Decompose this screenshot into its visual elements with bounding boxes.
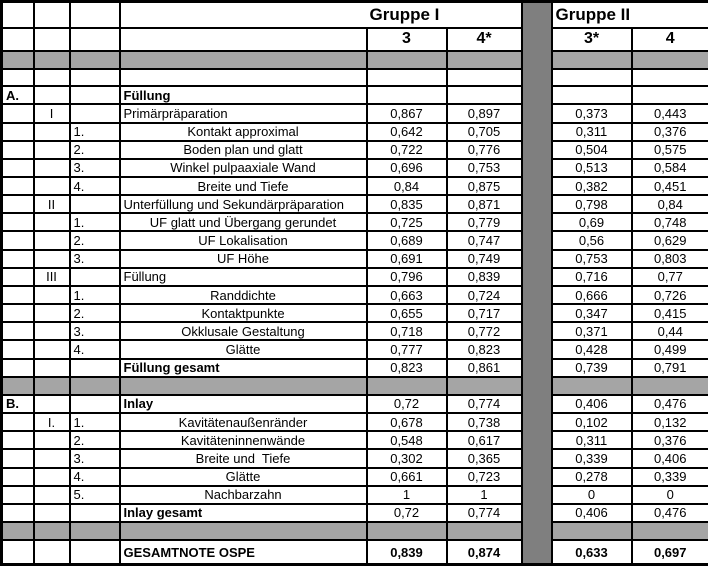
score-cell: 0,302 <box>367 449 447 467</box>
score-cell: 0,584 <box>632 159 708 177</box>
item-number-cell: 1. <box>70 213 120 231</box>
criterion-label-cell: Inlay <box>120 395 367 413</box>
section-roman-cell: I <box>34 104 70 122</box>
empty-cell <box>2 2 34 28</box>
section-letter-cell <box>2 468 34 486</box>
criterion-label-cell <box>120 522 367 540</box>
section-letter-cell <box>2 304 34 322</box>
empty-cell <box>120 28 367 51</box>
criterion-label-cell: Okklusale Gestaltung <box>120 322 367 340</box>
table-row <box>2 123 708 141</box>
section-roman-cell: I. <box>34 413 70 431</box>
criterion-label-cell: Breite und Tiefe <box>120 177 367 195</box>
score-cell: 0,72 <box>367 395 447 413</box>
score-cell: 0,749 <box>447 250 522 268</box>
score-cell: 0,69 <box>552 213 632 231</box>
section-roman-cell <box>34 304 70 322</box>
section-letter-cell <box>2 51 34 69</box>
subcol-header-g1-4: 4* <box>447 28 522 51</box>
section-letter-cell <box>2 69 34 86</box>
score-cell: 0,678 <box>367 413 447 431</box>
section-roman-cell <box>34 286 70 304</box>
score-cell: 0,476 <box>632 504 708 522</box>
section-letter-cell <box>2 213 34 231</box>
table-row <box>2 340 708 358</box>
section-letter-cell <box>2 449 34 467</box>
criterion-label-cell: Kontaktpunkte <box>120 304 367 322</box>
section-roman-cell <box>34 69 70 86</box>
score-cell: 0,776 <box>447 141 522 159</box>
score-cell: 0,102 <box>552 413 632 431</box>
score-cell: 0,724 <box>447 286 522 304</box>
score-cell: 0,642 <box>367 123 447 141</box>
score-cell: 0,723 <box>447 468 522 486</box>
score-cell: 0,56 <box>552 231 632 249</box>
table-row <box>2 286 708 304</box>
section-letter-cell <box>2 268 34 286</box>
section-roman-cell <box>34 468 70 486</box>
table-row <box>2 413 708 431</box>
score-cell: 0,655 <box>367 304 447 322</box>
item-number-cell: 4. <box>70 340 120 358</box>
section-letter-cell <box>2 231 34 249</box>
score-cell <box>367 51 447 69</box>
separator-band-row <box>2 377 708 395</box>
group1-header: Gruppe I <box>367 2 522 28</box>
score-cell: 0,633 <box>552 540 632 564</box>
table-row <box>2 468 708 486</box>
table-row <box>2 486 708 504</box>
table-row <box>2 231 708 249</box>
section-letter-cell <box>2 104 34 122</box>
score-cell <box>632 86 708 104</box>
score-cell: 0,725 <box>367 213 447 231</box>
score-cell: 0,428 <box>552 340 632 358</box>
section-roman-cell <box>34 141 70 159</box>
item-number-cell <box>70 86 120 104</box>
section-letter-cell <box>2 486 34 504</box>
score-cell <box>552 377 632 395</box>
criterion-label-cell: Nachbarzahn <box>120 486 367 504</box>
score-cell: 0,84 <box>367 177 447 195</box>
score-cell: 0,382 <box>552 177 632 195</box>
score-cell: 0,513 <box>552 159 632 177</box>
item-number-cell: 1. <box>70 413 120 431</box>
score-cell: 0,796 <box>367 268 447 286</box>
empty-cell <box>34 2 70 28</box>
score-cell: 0,311 <box>552 431 632 449</box>
item-number-cell: 5. <box>70 486 120 504</box>
section-roman-cell <box>34 51 70 69</box>
table-row <box>2 250 708 268</box>
score-cell: 0,777 <box>367 340 447 358</box>
score-cell: 0,791 <box>632 359 708 377</box>
item-number-cell: 2. <box>70 431 120 449</box>
item-number-cell: 1. <box>70 286 120 304</box>
item-number-cell: 4. <box>70 177 120 195</box>
score-cell: 0,774 <box>447 395 522 413</box>
item-number-cell: 3. <box>70 159 120 177</box>
score-cell: 0,823 <box>447 340 522 358</box>
section-roman-cell <box>34 540 70 564</box>
score-cell: 0,376 <box>632 431 708 449</box>
section-letter-cell <box>2 504 34 522</box>
score-cell: 0,406 <box>552 504 632 522</box>
section-letter-cell <box>2 413 34 431</box>
score-cell: 0,371 <box>552 322 632 340</box>
section-roman-cell <box>34 449 70 467</box>
criterion-label-cell: GESAMTNOTE OSPE <box>120 540 367 564</box>
table-row <box>2 504 708 522</box>
section-letter-cell <box>2 159 34 177</box>
item-number-cell: 2. <box>70 304 120 322</box>
score-cell: 0,575 <box>632 141 708 159</box>
score-cell: 0,661 <box>367 468 447 486</box>
section-letter-cell <box>2 123 34 141</box>
criterion-label-cell: Füllung gesamt <box>120 359 367 377</box>
criterion-label-cell: UF Lokalisation <box>120 231 367 249</box>
score-cell: 0,311 <box>552 123 632 141</box>
section-letter-cell <box>2 431 34 449</box>
item-number-cell <box>70 522 120 540</box>
item-number-cell <box>70 377 120 395</box>
score-cell: 0,72 <box>367 504 447 522</box>
score-cell <box>367 69 447 86</box>
criterion-label-cell <box>120 69 367 86</box>
score-cell <box>367 522 447 540</box>
criterion-label-cell: UF Höhe <box>120 250 367 268</box>
section-letter-cell <box>2 340 34 358</box>
score-cell: 0,278 <box>552 468 632 486</box>
criterion-label-cell: Füllung <box>120 268 367 286</box>
score-cell <box>552 86 632 104</box>
score-cell: 0,718 <box>367 322 447 340</box>
score-cell: 0,689 <box>367 231 447 249</box>
section-letter-cell <box>2 250 34 268</box>
score-cell: 0,476 <box>632 395 708 413</box>
subcol-header-g2-4: 4 <box>632 28 708 51</box>
table-row <box>2 177 708 195</box>
score-cell: 0 <box>632 486 708 504</box>
criterion-label-cell: Füllung <box>120 86 367 104</box>
score-cell: 0,774 <box>447 504 522 522</box>
item-number-cell: 4. <box>70 468 120 486</box>
score-cell: 0,44 <box>632 322 708 340</box>
criterion-label-cell <box>120 377 367 395</box>
group-separator-column <box>522 2 552 565</box>
score-cell <box>632 377 708 395</box>
score-cell: 0,716 <box>552 268 632 286</box>
subcol-header-g2-3: 3* <box>552 28 632 51</box>
score-cell: 0,823 <box>367 359 447 377</box>
empty-cell <box>120 2 367 28</box>
criterion-label-cell: Unterfüllung und Sekundärpräparation <box>120 195 367 213</box>
criterion-label-cell: Randdichte <box>120 286 367 304</box>
section-roman-cell <box>34 159 70 177</box>
item-number-cell <box>70 51 120 69</box>
section-roman-cell <box>34 395 70 413</box>
section-roman-cell <box>34 231 70 249</box>
score-cell: 0,132 <box>632 413 708 431</box>
score-cell: 0,415 <box>632 304 708 322</box>
separator-band-row <box>2 522 708 540</box>
score-cell <box>632 522 708 540</box>
score-cell: 0,443 <box>632 104 708 122</box>
score-cell: 0,705 <box>447 123 522 141</box>
score-cell: 0,666 <box>552 286 632 304</box>
score-cell <box>447 522 522 540</box>
score-cell <box>552 69 632 86</box>
table-row <box>2 449 708 467</box>
item-number-cell: 3. <box>70 322 120 340</box>
item-number-cell: 2. <box>70 231 120 249</box>
criterion-label-cell: Boden plan und glatt <box>120 141 367 159</box>
criterion-label-cell: Kavitäteninnenwände <box>120 431 367 449</box>
score-cell <box>367 377 447 395</box>
criterion-label-cell: Kontakt approximal <box>120 123 367 141</box>
score-cell: 0,499 <box>632 340 708 358</box>
score-cell: 0,84 <box>632 195 708 213</box>
section-roman-cell <box>34 340 70 358</box>
table-row <box>2 195 708 213</box>
score-cell: 0,779 <box>447 213 522 231</box>
score-cell: 0,373 <box>552 104 632 122</box>
section-letter-cell <box>2 322 34 340</box>
score-cell: 0,339 <box>552 449 632 467</box>
table-row <box>2 540 708 564</box>
criterion-label-cell: UF glatt und Übergang gerundet <box>120 213 367 231</box>
score-cell: 1 <box>447 486 522 504</box>
score-cell <box>552 522 632 540</box>
item-number-cell <box>70 69 120 86</box>
subcol-header-g1-3: 3 <box>367 28 447 51</box>
score-cell: 0,406 <box>552 395 632 413</box>
section-roman-cell <box>34 123 70 141</box>
score-cell: 0,874 <box>447 540 522 564</box>
table-row <box>2 159 708 177</box>
score-cell <box>447 86 522 104</box>
score-cell: 0,717 <box>447 304 522 322</box>
score-cell <box>447 51 522 69</box>
score-cell: 0 <box>552 486 632 504</box>
item-number-cell <box>70 104 120 122</box>
section-letter-cell <box>2 522 34 540</box>
item-number-cell <box>70 540 120 564</box>
score-cell <box>632 69 708 86</box>
section-roman-cell <box>34 177 70 195</box>
criterion-label-cell: Inlay gesamt <box>120 504 367 522</box>
score-cell: 0,871 <box>447 195 522 213</box>
section-roman-cell <box>34 522 70 540</box>
score-cell: 0,897 <box>447 104 522 122</box>
score-cell: 0,77 <box>632 268 708 286</box>
score-cell: 0,867 <box>367 104 447 122</box>
score-cell: 0,722 <box>367 141 447 159</box>
score-cell: 0,839 <box>367 540 447 564</box>
score-cell: 0,748 <box>632 213 708 231</box>
section-letter-cell <box>2 141 34 159</box>
table-row <box>2 141 708 159</box>
table-row <box>2 213 708 231</box>
score-cell: 0,839 <box>447 268 522 286</box>
score-cell <box>552 51 632 69</box>
score-cell: 0,798 <box>552 195 632 213</box>
score-cell: 0,504 <box>552 141 632 159</box>
score-cell <box>447 69 522 86</box>
criterion-label-cell: Kavitätenaußenränder <box>120 413 367 431</box>
score-cell <box>447 377 522 395</box>
section-roman-cell <box>34 86 70 104</box>
score-cell: 0,347 <box>552 304 632 322</box>
table-row <box>2 86 708 104</box>
criterion-label-cell: Winkel pulpaaxiale Wand <box>120 159 367 177</box>
table-row <box>2 395 708 413</box>
empty-cell <box>34 28 70 51</box>
separator-band-row <box>2 51 708 69</box>
blank-row <box>2 69 708 86</box>
subcolumn-header-row <box>2 28 708 51</box>
empty-cell <box>70 28 120 51</box>
score-cell: 0,739 <box>552 359 632 377</box>
score-cell: 0,747 <box>447 231 522 249</box>
score-cell: 0,663 <box>367 286 447 304</box>
score-cell: 0,696 <box>367 159 447 177</box>
section-letter-cell: B. <box>2 395 34 413</box>
empty-cell <box>2 28 34 51</box>
item-number-cell: 3. <box>70 449 120 467</box>
score-cell: 0,753 <box>552 250 632 268</box>
section-roman-cell <box>34 431 70 449</box>
item-number-cell <box>70 268 120 286</box>
section-letter-cell <box>2 286 34 304</box>
score-cell: 0,629 <box>632 231 708 249</box>
section-roman-cell <box>34 213 70 231</box>
item-number-cell <box>70 504 120 522</box>
empty-cell <box>70 2 120 28</box>
section-roman-cell <box>34 486 70 504</box>
item-number-cell: 1. <box>70 123 120 141</box>
section-letter-cell <box>2 359 34 377</box>
section-roman-cell <box>34 504 70 522</box>
criterion-label-cell: Glätte <box>120 340 367 358</box>
score-cell: 0,772 <box>447 322 522 340</box>
criterion-label-cell: Glätte <box>120 468 367 486</box>
section-roman-cell <box>34 377 70 395</box>
score-cell: 0,835 <box>367 195 447 213</box>
section-letter-cell <box>2 195 34 213</box>
score-cell: 0,803 <box>632 250 708 268</box>
section-letter-cell <box>2 377 34 395</box>
item-number-cell <box>70 359 120 377</box>
group2-header: Gruppe II <box>552 2 708 28</box>
score-cell: 1 <box>367 486 447 504</box>
score-cell: 0,406 <box>632 449 708 467</box>
item-number-cell <box>70 395 120 413</box>
score-cell <box>367 86 447 104</box>
table-row <box>2 431 708 449</box>
score-cell: 0,339 <box>632 468 708 486</box>
criterion-label-cell <box>120 51 367 69</box>
item-number-cell <box>70 195 120 213</box>
table-row <box>2 104 708 122</box>
section-letter-cell <box>2 177 34 195</box>
score-cell: 0,697 <box>632 540 708 564</box>
section-letter-cell <box>2 540 34 564</box>
item-number-cell: 2. <box>70 141 120 159</box>
table-row <box>2 268 708 286</box>
section-roman-cell <box>34 250 70 268</box>
score-cell: 0,617 <box>447 431 522 449</box>
group-header-row <box>2 2 708 28</box>
score-cell: 0,861 <box>447 359 522 377</box>
score-cell <box>632 51 708 69</box>
criterion-label-cell: Breite und Tiefe <box>120 449 367 467</box>
section-roman-cell <box>34 322 70 340</box>
section-letter-cell: A. <box>2 86 34 104</box>
section-roman-cell: III <box>34 268 70 286</box>
score-cell: 0,753 <box>447 159 522 177</box>
item-number-cell: 3. <box>70 250 120 268</box>
score-cell: 0,738 <box>447 413 522 431</box>
score-cell: 0,691 <box>367 250 447 268</box>
score-cell: 0,365 <box>447 449 522 467</box>
table-row <box>2 322 708 340</box>
section-roman-cell: II <box>34 195 70 213</box>
table-row <box>2 359 708 377</box>
score-cell: 0,451 <box>632 177 708 195</box>
table-row <box>2 304 708 322</box>
criterion-label-cell: Primärpräparation <box>120 104 367 122</box>
score-cell: 0,875 <box>447 177 522 195</box>
score-cell: 0,376 <box>632 123 708 141</box>
section-roman-cell <box>34 359 70 377</box>
score-cell: 0,726 <box>632 286 708 304</box>
score-cell: 0,548 <box>367 431 447 449</box>
